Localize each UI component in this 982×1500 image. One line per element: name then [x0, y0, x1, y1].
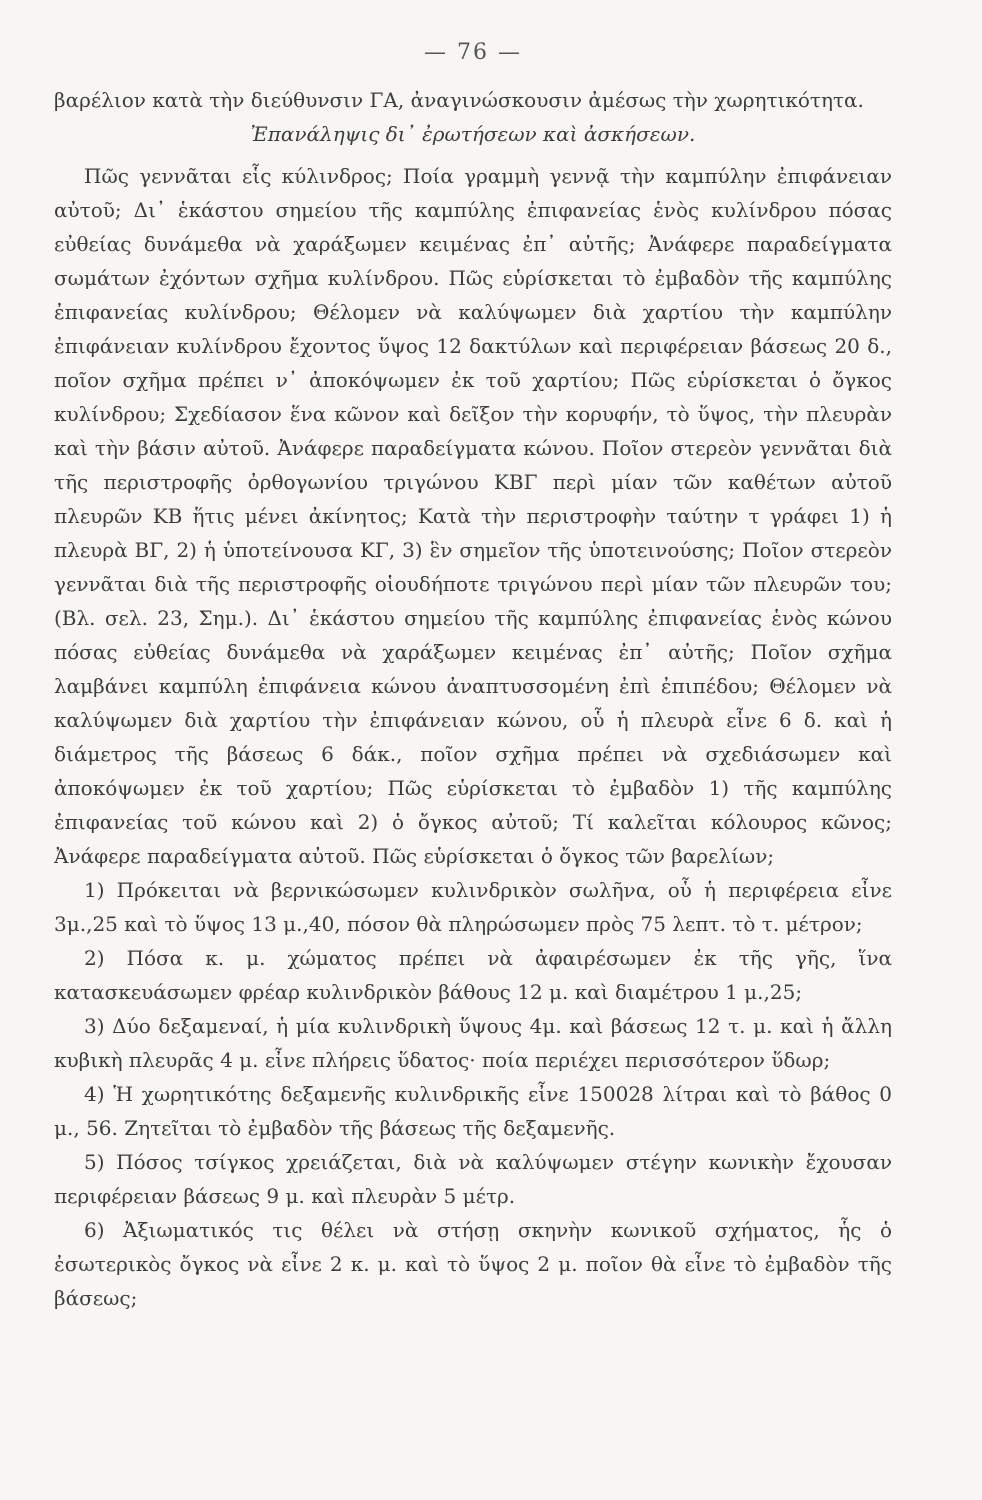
exercise-2: 2) Πόσα κ. μ. χώματος πρέπει νὰ ἀφαιρέσωμεν ἐκ τῆς γῆς, ἵνα κατασκευάσωμεν φρέαρ κυλινδρικὸν βάθους 12 μ. καὶ διαμέτρου 1 μ.,25;: [54, 946, 892, 1004]
exercise-1: 1) Πρόκειται νὰ βερνικώσωμεν κυλινδρικὸν σωλῆνα, οὗ ἡ περιφέρεια εἶνε 3μ.,25 καὶ τὸ ὕψος 13 μ.,40, πόσον θὰ πληρώσωμεν πρὸς 75 λεπτ. τὸ τ. μέτρον;: [54, 878, 892, 936]
page-number: — 76 —: [424, 40, 522, 65]
questions-paragraph: Πῶς γεννᾶται εἷς κύλινδρος; Ποία γραμμὴ γεννᾷ τὴν καμπύλην ἐπιφάνειαν αὐτοῦ; Δι᾽ ἑκάστου σημείου τῆς καμπύλης ἐπιφανείας ἑνὸς κυλίνδρου πόσας εὐθείας δυνάμεθα νὰ χαράξωμεν κειμένας ἐπ᾽ αὐτῆς; Ἀνάφερε παραδείγματα σωμάτων ἐχόντων σχῆμα κυλίνδρου. Πῶς εὑρίσκεται τὸ ἐμβαδὸν τῆς καμπύλης ἐπιφανείας κυλίνδρου; Θέλομεν νὰ καλύψωμεν διὰ χαρτίου τὴν καμπύλην ἐπιφάνειαν κυλίνδρου ἔχοντος ὕψος 12 δακτύλων καὶ περιφέρειαν βάσεως 20 δ., ποῖον σχῆμα πρέπει ν᾽ ἀποκόψωμεν ἐκ τοῦ χαρτίου; Πῶς εὑρίσκεται ὁ ὄγκος κυλίνδρου; Σχεδίασον ἕνα κῶνον καὶ δεῖξον τὴν κορυφήν, τὸ ὕψος, τὴν πλευρὰν καὶ τὴν βάσιν αὐτοῦ. Ἀνάφερε παραδείγματα κώνου. Ποῖον στερεὸν γεννᾶται διὰ τῆς περιστροφῆς ὀρθογωνίου τριγώνου ΚΒΓ περὶ μίαν τῶν καθέτων αὐτοῦ πλευρῶν ΚΒ ἥτις μένει ἀκίνητος; Κατὰ τὴν περιστροφὴν ταύτην τ γράφει 1) ἡ πλευρὰ ΒΓ, 2) ἡ ὑποτείνουσα ΚΓ, 3) ἓν σημεῖον τῆς ὑποτεινούσης; Ποῖον στερεὸν γεννᾶται διὰ τῆς περιστροφῆς οἱουδήποτε τριγώνου περὶ μίαν τῶν πλευρῶν του; (Βλ. σελ. 23, Σημ.). Δι᾽ ἑκάστου σημείου τῆς καμπύλης ἐπιφανείας ἑνὸς κώνου πόσας εὐθείας δυνάμεθα νὰ χαράξωμεν κειμένας ἐπ᾽ αὐτῆς; Ποῖον σχῆμα λαμβάνει καμπύλη ἐπιφάνεια κώνου ἀναπτυσσομένη ἐπὶ ἐπιπέδου; Θέλομεν νὰ καλύψωμεν διὰ χαρτίου τὴν ἐπιφάνειαν κώνου, οὗ ἡ πλευρὰ εἶνε 6 δ. καὶ ἡ διάμετρος τῆς βάσεως 6 δάκ., ποῖον σχῆμα πρέπει νὰ σχεδιάσωμεν καὶ ἀποκόψωμεν ἐκ τοῦ χαρτίου; Πῶς εὑρίσκεται τὸ ἐμβαδὸν 1) τῆς καμπύλης ἐπιφανείας τοῦ κώνου καὶ 2) ὁ ὄγκος αὐτοῦ; Τί καλεῖται κόλουρος κῶνος; Ἀνάφερε παραδείγματα αὐτοῦ. Πῶς εὑρίσκεται ὁ ὄγκος τῶν βαρελίων;: [54, 164, 892, 868]
exercise-5: 5) Πόσος τσίγκος χρειάζεται, διὰ νὰ καλύψωμεν στέγην κωνικὴν ἔχουσαν περιφέρειαν βάσεως 9 μ. καὶ πλευρὰν 5 μέτρ.: [54, 1150, 892, 1208]
exercise-4: 4) Ἡ χωρητικότης δεξαμενῆς κυλινδρικῆς εἶνε 150028 λίτραι καὶ τὸ βάθος 0 μ., 56. Ζητεῖται τὸ ἐμβαδὸν τῆς βάσεως τῆς δεξαμενῆς.: [54, 1082, 892, 1140]
exercise-6: 6) Ἀξιωματικός τις θέλει νὰ στήσῃ σκηνὴν κωνικοῦ σχήματος, ἧς ὁ ἐσωτερικὸς ὄγκος νὰ εἶνε 2 κ. μ. καὶ τὸ ὕψος 2 μ. ποῖον θὰ εἶνε τὸ ἐμβαδὸν τῆς βάσεως;: [54, 1218, 892, 1310]
intro-paragraph: βαρέλιον κατὰ τὴν διεύθυνσιν ΓΑ, ἀναγινώσκουσιν ἀμέσως τὴν χωρητικότητα.: [54, 88, 864, 112]
book-page: [54, 40, 892, 1480]
exercise-3: 3) Δύο δεξαμεναί, ἡ μία κυλινδρικὴ ὕψους 4μ. καὶ βάσεως 12 τ. μ. καὶ ἡ ἄλλη κυβικὴ πλευρᾶς 4 μ. εἶνε πλήρεις ὕδατος· ποία περιέχει περισσότερον ὕδωρ;: [54, 1014, 892, 1072]
section-heading: Ἐπανάληψις δι᾽ ἐρωτήσεων καὶ ἀσκήσεων.: [250, 122, 696, 146]
